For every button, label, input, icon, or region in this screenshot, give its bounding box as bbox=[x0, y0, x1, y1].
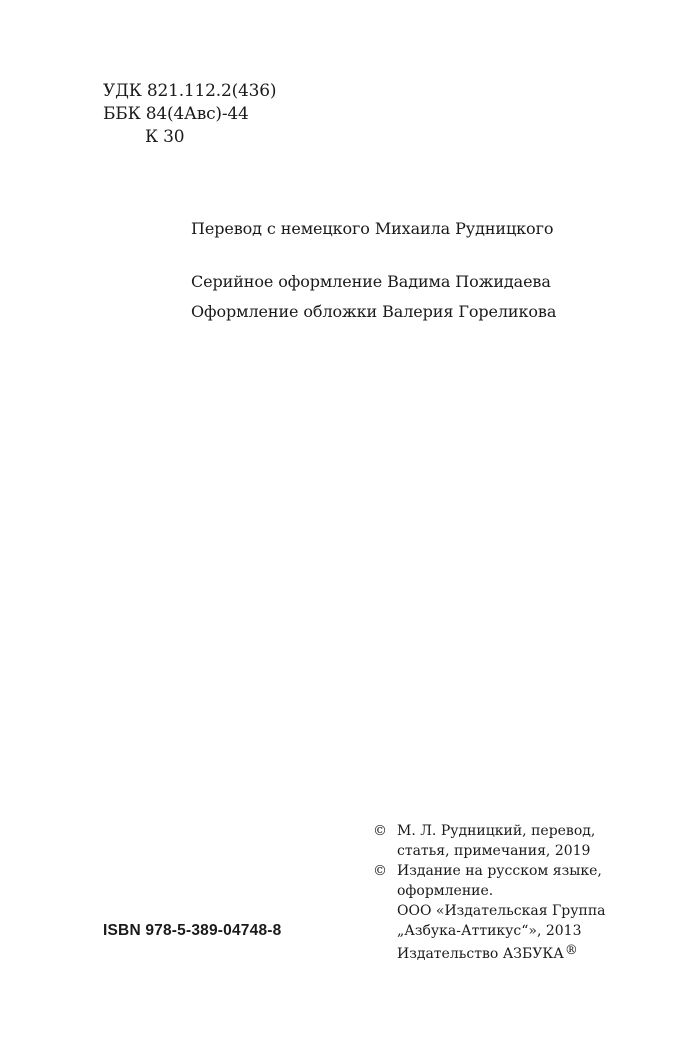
author-mark: К 30 bbox=[145, 127, 185, 147]
publisher-line bbox=[373, 941, 663, 964]
copyright-translator-line2: статья, примечания, 2019 bbox=[397, 843, 591, 859]
isbn-number: ISBN 978-5-389-04748-8 bbox=[103, 922, 282, 939]
copyright-edition-line1: Издание на русском языке, bbox=[397, 863, 602, 879]
classification-codes bbox=[103, 80, 276, 149]
translation-credit: Перевод с немецкого Михаила Рудницкого bbox=[191, 219, 554, 238]
udk-code: УДК 821.112.2(436) bbox=[103, 81, 277, 101]
registered-trademark-icon: ® bbox=[564, 943, 578, 958]
publisher-name: Издательство АЗБУКА bbox=[397, 946, 564, 962]
copyright-edition-line3: ООО «Издательская Группа bbox=[397, 903, 606, 919]
copyright-block bbox=[373, 821, 663, 964]
copyright-edition-line2: оформление. bbox=[397, 883, 494, 899]
series-design-credit: Серийное оформление Вадима Пожидаева bbox=[191, 272, 551, 291]
copyright-edition-line4: „Азбука-Аттикус“», 2013 bbox=[397, 923, 582, 939]
copyright-icon: © bbox=[373, 863, 387, 879]
copyright-icon: © bbox=[373, 823, 387, 839]
copyright-edition bbox=[373, 861, 663, 881]
copyright-translator bbox=[373, 821, 663, 841]
copyright-translator-line1: М. Л. Рудницкий, перевод, bbox=[397, 823, 596, 839]
bbk-code: ББК 84(4Авс)-44 bbox=[103, 104, 249, 124]
cover-design-credit: Оформление обложки Валерия Гореликова bbox=[191, 302, 557, 321]
